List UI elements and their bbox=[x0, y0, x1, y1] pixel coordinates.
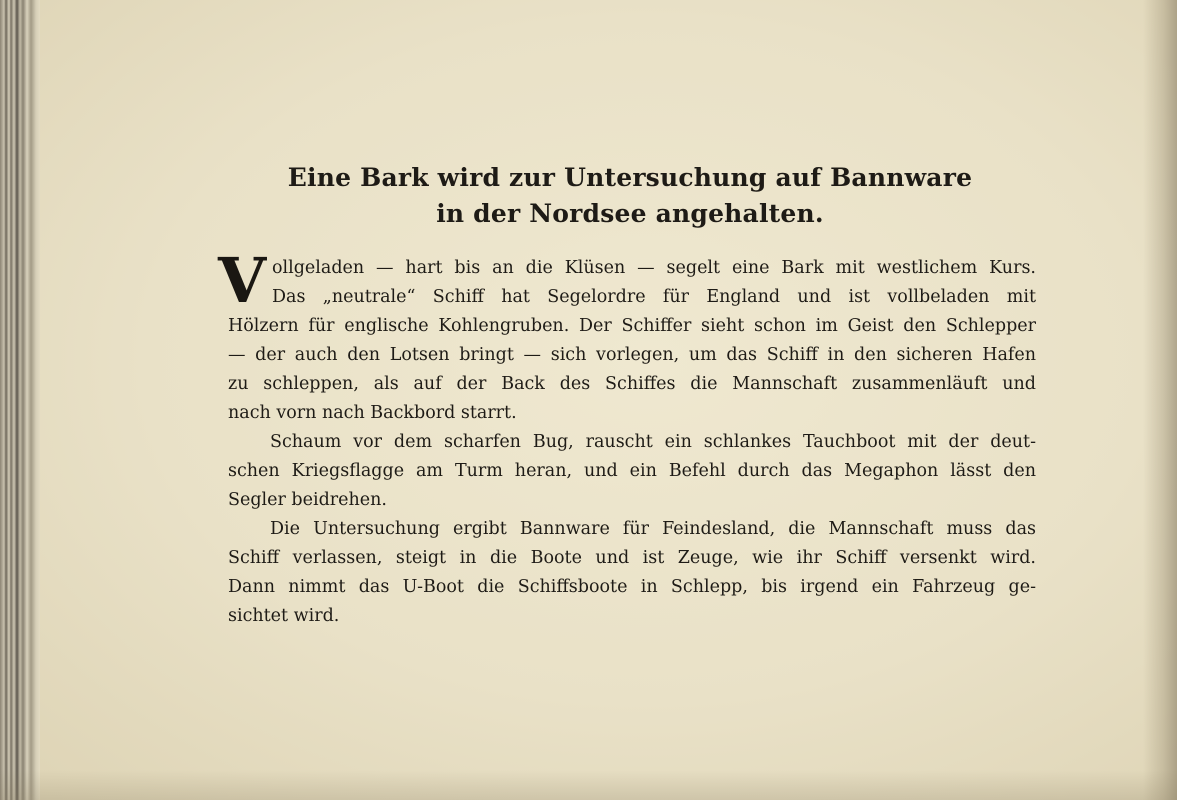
book-spine bbox=[0, 0, 40, 800]
text-line: ollgeladen — hart bis an die Klüsen — segelt eine Bark mit westlichem Kurs. bbox=[272, 258, 1036, 278]
text-line: Schiff verlassen, steigt in die Boote und ist Zeuge, wie ihr Schiff versenkt wird. bbox=[228, 548, 1036, 568]
page-edge-shadow bbox=[1143, 0, 1177, 800]
page-bottom-shadow bbox=[0, 770, 1177, 800]
body-text bbox=[218, 244, 1036, 631]
text-line: zu schleppen, als auf der Back des Schiffes die Mannschaft zusammenläuft und bbox=[228, 374, 1036, 394]
title-line-2: in der Nordsee angehalten. bbox=[436, 199, 824, 228]
text-line: Dann nimmt das U-Boot die Schiffsboote in Schlepp, bis irgend ein Fahrzeug ge- bbox=[228, 577, 1036, 597]
drop-cap: V bbox=[218, 244, 267, 317]
text-line: sichtet wird. bbox=[228, 606, 340, 626]
text-line: Hölzern für englische Kohlengruben. Der Schiffer sieht schon im Geist den Schlepper bbox=[228, 316, 1036, 336]
text-line: — der auch den Lotsen bringt — sich vorlegen, um das Schiff in den sicheren Hafen bbox=[228, 345, 1036, 365]
text-line: nach vorn nach Backbord starrt. bbox=[228, 403, 517, 423]
title-line-1: Eine Bark wird zur Untersuchung auf Bannware bbox=[287, 163, 973, 192]
text-line: Schaum vor dem scharfen Bug, rauscht ein schlankes Tauchboot mit der deut- bbox=[270, 432, 1036, 452]
text-line: schen Kriegsflagge am Turm heran, und ein Befehl durch das Megaphon lässt den bbox=[228, 461, 1036, 481]
text-line: Die Untersuchung ergibt Bannware für Feindesland, die Mannschaft muss das bbox=[270, 519, 1036, 539]
text-line: Segler beidrehen. bbox=[228, 490, 387, 510]
text-line: Das „neutrale“ Schiff hat Segelordre für England und ist vollbeladen mit bbox=[272, 287, 1036, 307]
page-title bbox=[230, 160, 1030, 232]
